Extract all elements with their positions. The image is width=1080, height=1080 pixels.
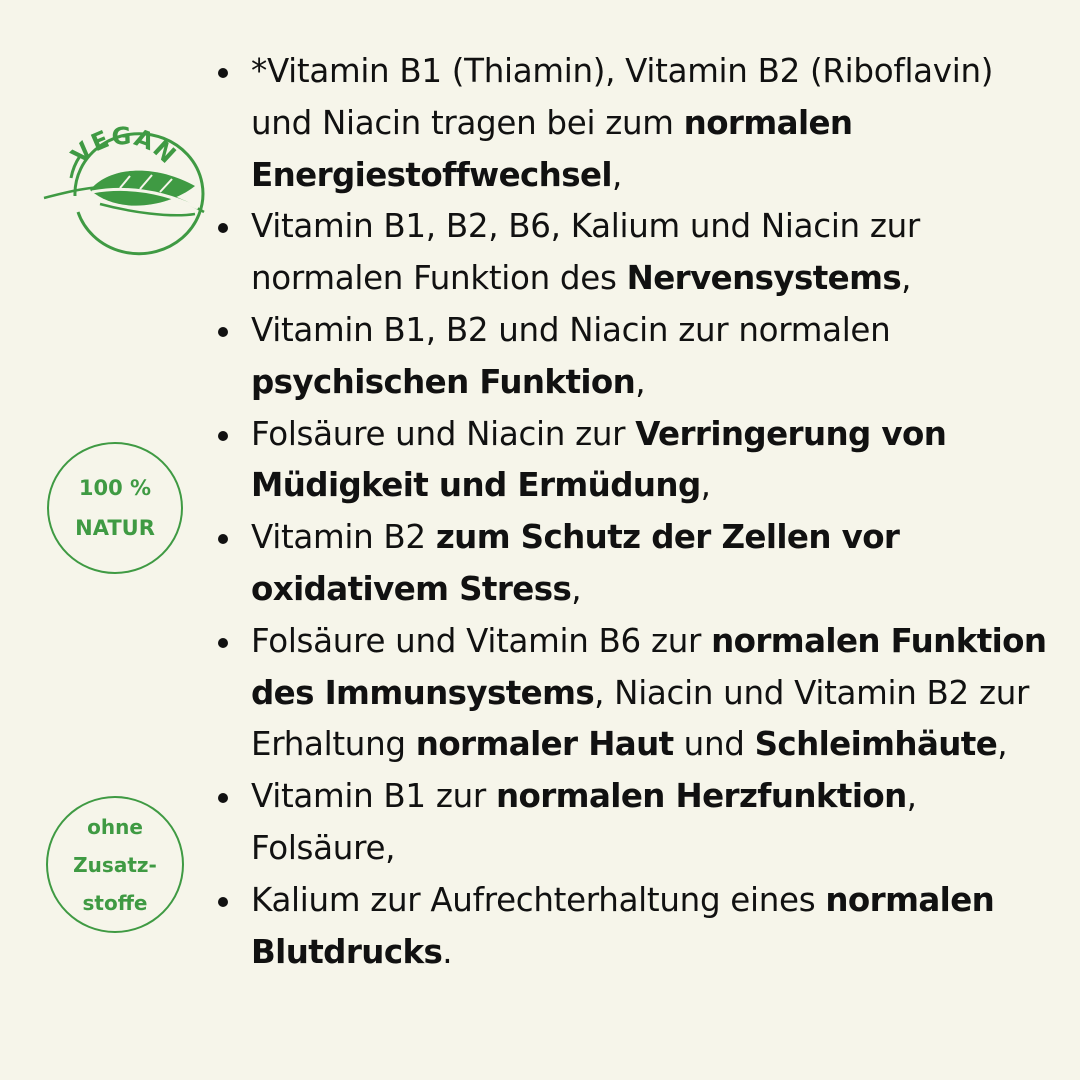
list-item [214, 875, 1054, 979]
item-text: , [997, 725, 1008, 764]
item-text: Vitamin B1, B2, B6, Kalium und Niacin zur normalen Funktion des [251, 207, 920, 298]
item-text: *Vitamin B1 (Thiamin), Vitamin B2 (Riboflavin) und Niacin tragen bei zum [251, 52, 994, 142]
item-text: Folsäure und Vitamin B6 zur [251, 621, 712, 660]
item-text: , [700, 466, 711, 505]
vegan-label: VEGAN [65, 121, 182, 170]
item-text: , [571, 569, 582, 608]
item-text: und [673, 725, 755, 764]
item-bold-text: normalen Funktion des Immunsystems [251, 621, 1047, 712]
item-text: . [442, 932, 453, 971]
list-item [214, 46, 1054, 201]
natur-line2: NATUR [75, 516, 155, 540]
item-text: Folsäure und Niacin zur [251, 414, 636, 453]
item-bold-text: psychischen Funktion [251, 362, 636, 401]
item-text: , [901, 259, 912, 298]
list-item [214, 616, 1054, 771]
item-text: Kalium zur Aufrechterhaltung eines [251, 880, 826, 919]
item-bold-text: normalen Blutdrucks [251, 880, 995, 971]
svg-text:VEGAN [66, 122, 182, 170]
item-bold-text: Schleimhäute [754, 725, 998, 764]
vegan-leaf-icon [30, 116, 210, 256]
ohne-line1: ohne [87, 814, 143, 839]
ohne-line3: stoffe [82, 890, 148, 915]
item-text: , [611, 155, 622, 194]
item-text: Vitamin B1 zur [251, 777, 496, 816]
list-item [214, 512, 1054, 616]
list-item [214, 201, 1054, 305]
item-text: Vitamin B1, B2 und Niacin zur normalen [251, 310, 891, 349]
item-bold-text: normaler Haut [415, 725, 674, 764]
item-bold-text: zum Schutz der Zellen vor oxidativem Stress [251, 518, 900, 608]
list-item [214, 305, 1054, 409]
item-bold-text: normalen Energiestoffwechsel [251, 103, 853, 194]
item-bold-text: Nervensystems [626, 259, 902, 298]
item-text: , Niacin und Vitamin B2 zur Erhaltung [251, 673, 1030, 764]
item-bold-text: Verringerung von Müdigkeit und Ermüdung [251, 414, 947, 505]
item-text: , [635, 362, 646, 401]
item-bold-text: normalen Herzfunktion [495, 777, 907, 816]
list-item [214, 771, 1054, 875]
benefit-list [214, 46, 1054, 978]
vegan-badge [52, 122, 184, 248]
item-text: , Folsäure, [251, 777, 917, 867]
item-text: Vitamin B2 [251, 518, 436, 557]
list-item [214, 409, 1054, 513]
ohne-line2: Zusatz- [73, 852, 157, 877]
ohne-zusatzstoffe-badge [46, 796, 184, 933]
natur-badge [47, 442, 183, 574]
natur-line1: 100 % [78, 476, 152, 500]
